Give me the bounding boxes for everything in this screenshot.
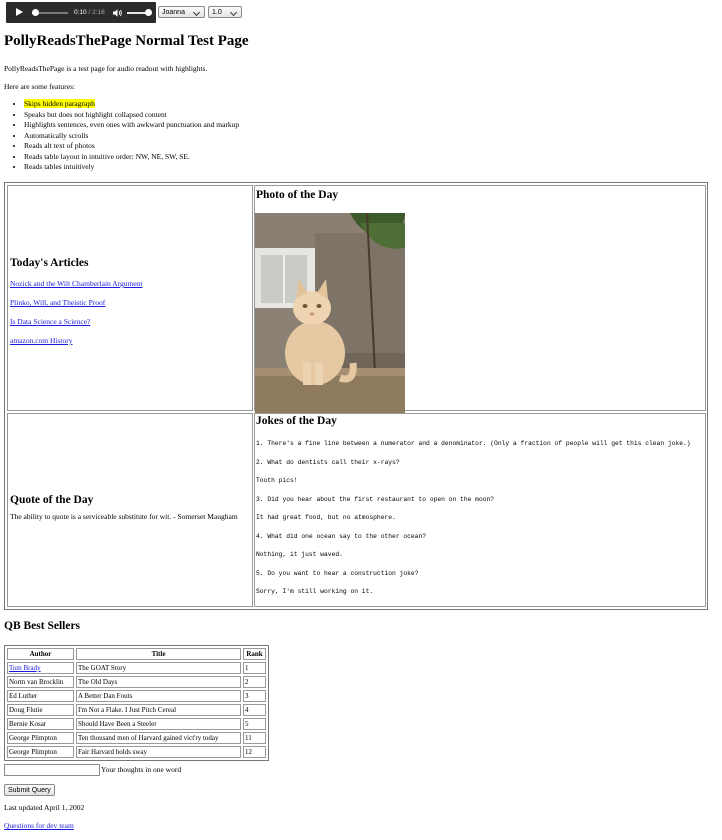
volume-handle[interactable]: [145, 9, 152, 16]
author-cell: George Plimpton: [7, 732, 74, 744]
thoughts-label: Your thoughts in one word: [101, 765, 182, 774]
time-separator: /: [88, 9, 91, 16]
submit-button[interactable]: Submit Query: [4, 784, 55, 796]
joke-line: 2. What do dentists call their x-rays?: [256, 458, 400, 466]
feature-item: • Reads table layout in intuitive order: NW, NE, SW, SE.: [24, 152, 239, 163]
joke-line: 4. What did one ocean say to the other ocean?: [256, 532, 427, 540]
layout-table: [4, 182, 708, 610]
quote-cell: [7, 413, 253, 607]
title-cell: A Better Dan Fouts: [76, 690, 241, 702]
joke-line: Tooth pics!: [256, 477, 298, 484]
article-link[interactable]: amazon.com History: [10, 336, 73, 345]
rank-cell: 11: [243, 732, 266, 744]
features-intro: Here are some features:: [4, 82, 76, 91]
table-row: [7, 718, 266, 730]
author-cell: Doug Flutie: [7, 704, 74, 716]
column-header: Author: [7, 648, 74, 660]
current-time: 0:10: [74, 9, 87, 16]
chevron-down-icon: [193, 9, 200, 16]
table-row: [7, 746, 266, 758]
author-cell: Bernie Kosar: [7, 718, 74, 730]
feature-item: • Reads tables intuitively: [24, 162, 239, 173]
feature-item: [24, 99, 239, 110]
author-cell: Ed Luther: [7, 690, 74, 702]
joke-line: 1. There's a fine line between a numerator and a denominator. (Only a fraction of people will get this clean joke.): [256, 440, 691, 447]
joke-line: Sorry, I'm still working on it.: [256, 588, 374, 595]
feature-item: • Speaks but does not highlight collapsed content: [24, 110, 239, 121]
qb-title: QB Best Sellers: [4, 620, 81, 632]
joke-line: 3. Did you hear about the first restaurant to open on the moon?: [256, 495, 495, 503]
rank-cell: 3: [243, 690, 266, 702]
rank-cell: 2: [243, 676, 266, 688]
articles-cell: [7, 185, 253, 411]
title-cell: Ten thousand men of Harvard gained vict'ry today: [76, 732, 241, 744]
author-link[interactable]: Tom Brady: [9, 664, 41, 672]
table-row: [7, 690, 266, 702]
qb-table: [4, 645, 269, 761]
duration: 2:16: [92, 9, 105, 16]
time-display: [74, 9, 105, 16]
photo-cell: [254, 185, 706, 411]
rank-cell: 1: [243, 662, 266, 674]
joke-line: It had great food, but no atmosphere.: [256, 514, 396, 521]
seek-handle[interactable]: [32, 9, 39, 16]
feature-item: • Automatically scrolls: [24, 131, 239, 142]
page-title: PollyReadsThePage Normal Test Page: [4, 33, 249, 49]
speed-select[interactable]: [208, 6, 242, 18]
article-link[interactable]: Nozick and the Wilt Chamberlain Argument: [10, 279, 143, 288]
title-cell: The GOAT Story: [76, 662, 241, 674]
dev-team-link[interactable]: Questions for dev team: [4, 821, 74, 830]
last-updated: Last updated April 1, 2002: [4, 803, 85, 812]
highlighted-sentence: Skips hidden paragraph: [24, 99, 95, 108]
cat-photo: [255, 213, 405, 413]
chevron-down-icon: [230, 9, 237, 16]
audio-player[interactable]: [6, 2, 156, 23]
rank-cell: 5: [243, 718, 266, 730]
voice-select[interactable]: [158, 6, 205, 18]
article-link[interactable]: Is Data Science a Science?: [10, 317, 91, 326]
seek-slider[interactable]: [32, 12, 68, 14]
table-row: [7, 704, 266, 716]
author-cell: [7, 662, 74, 674]
jokes-list: [256, 440, 691, 607]
author-cell: Norm van Brocklin: [7, 676, 74, 688]
rank-cell: 12: [243, 746, 266, 758]
photo-title: Photo of the Day: [256, 189, 339, 201]
table-header-row: [7, 648, 266, 660]
feature-item: • Highlights sentences, even ones with awkward punctuation and markup: [24, 120, 239, 131]
table-row: [7, 732, 266, 744]
thoughts-input[interactable]: [4, 764, 100, 776]
quote-title: Quote of the Day: [10, 494, 94, 506]
feature-item: • Reads alt text of photos: [24, 141, 239, 152]
joke-line: 5. Do you want to hear a construction joke?: [256, 569, 419, 577]
joke-line: Nothing, it just waved.: [256, 551, 343, 558]
features-list: [4, 99, 239, 173]
table-row: [7, 676, 266, 688]
rank-cell: 4: [243, 704, 266, 716]
volume-icon[interactable]: [113, 9, 123, 17]
intro-text: PollyReadsThePage is a test page for audio readout with highlights.: [4, 64, 208, 73]
table-row: [7, 662, 266, 674]
title-cell: The Old Days: [76, 676, 241, 688]
articles-title: Today's Articles: [10, 257, 89, 269]
title-cell: Should Have Been a Steeler: [76, 718, 241, 730]
jokes-title: Jokes of the Day: [256, 415, 337, 427]
voice-select-value: Joanna: [162, 9, 185, 16]
jokes-cell: [254, 413, 706, 607]
title-cell: I'm Not a Flake. I Just Pitch Cereal: [76, 704, 241, 716]
play-icon[interactable]: [15, 8, 24, 17]
volume-slider[interactable]: [127, 12, 149, 14]
speed-select-value: 1.0: [212, 9, 222, 16]
quote-text: The ability to quote is a serviceable substitute for wit. - Somerset Maugham: [10, 512, 238, 521]
article-link[interactable]: Plinko, Will, and Theistic Proof: [10, 298, 106, 307]
column-header: Rank: [243, 648, 266, 660]
title-cell: Fair Harvard holds sway: [76, 746, 241, 758]
author-cell: George Plimpton: [7, 746, 74, 758]
column-header: Title: [76, 648, 241, 660]
